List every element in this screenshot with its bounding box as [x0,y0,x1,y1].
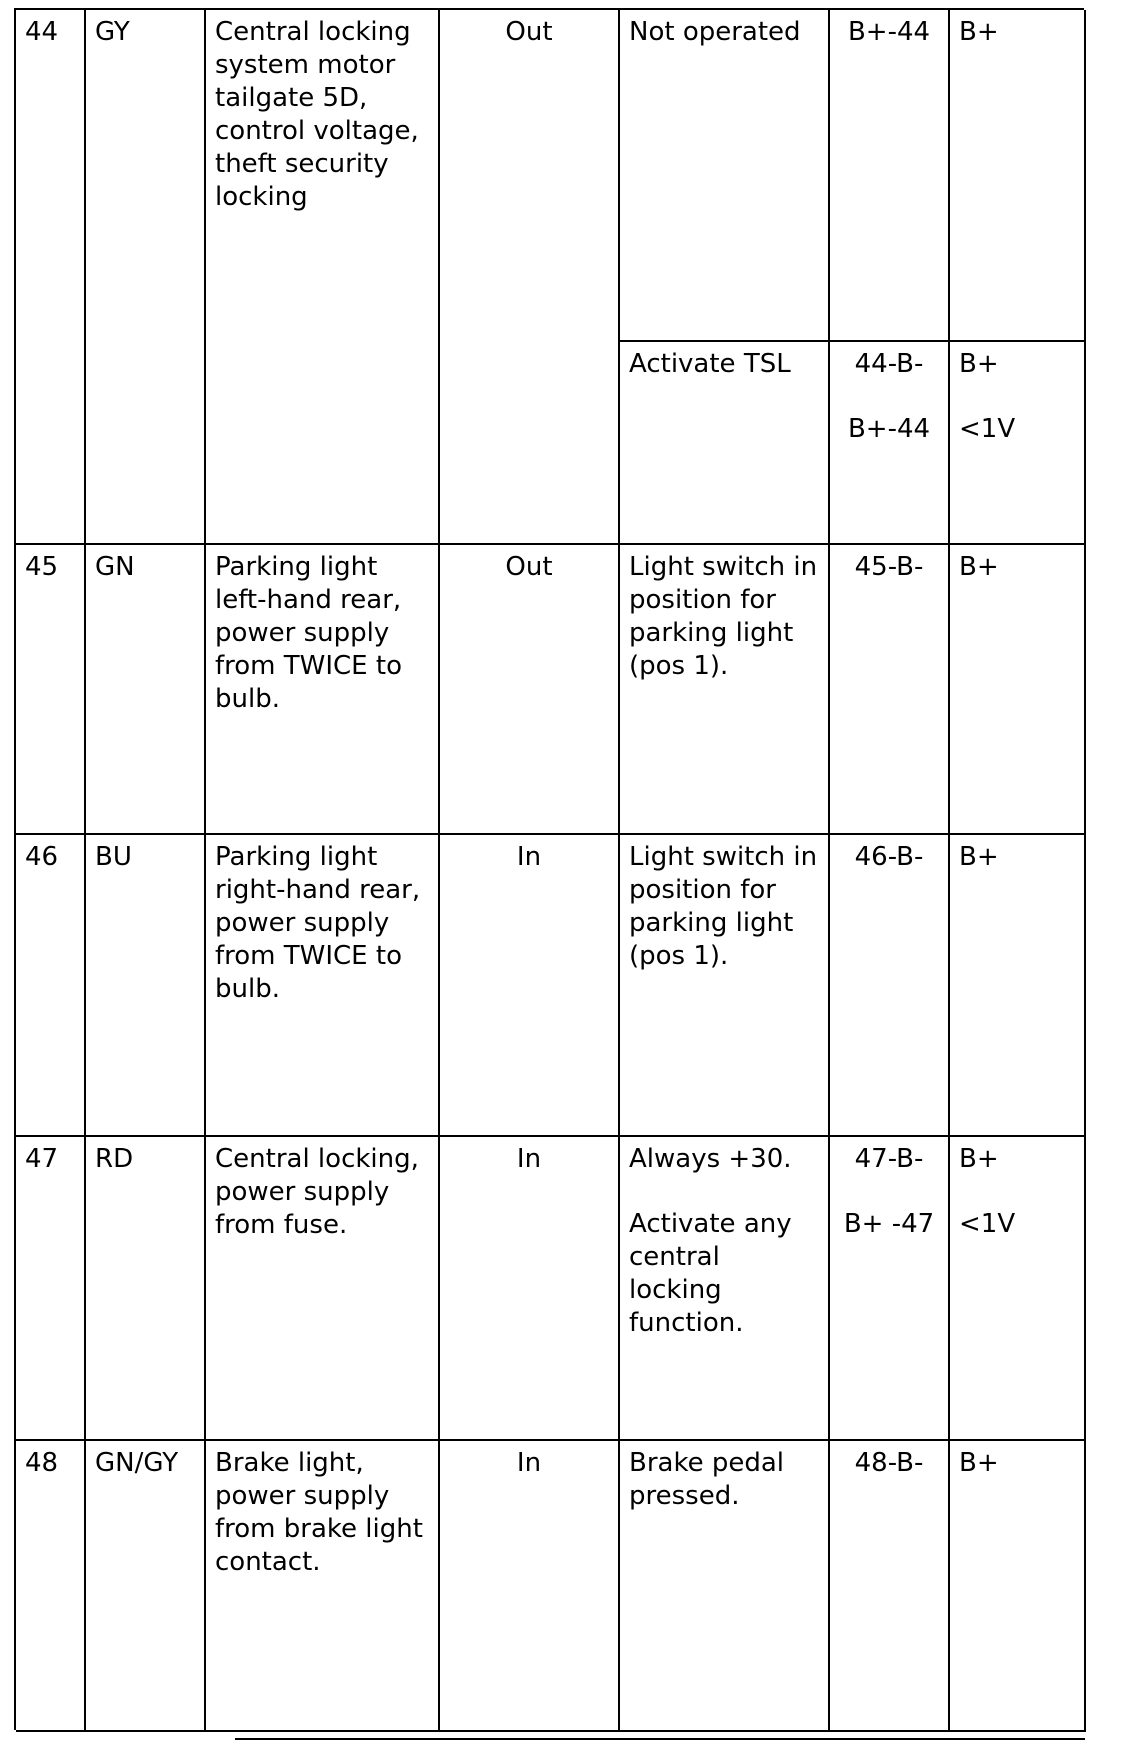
expected-value: B+ [959,842,999,872]
test-points-cell [830,835,950,1137]
description-cell: Brake light, power supply from brake light contact. [206,1441,440,1732]
description-cell: Parking light left-hand rear, power supply from TWICE to bulb. [206,545,440,835]
expected-value-cell [950,342,1086,545]
test-point: B+-44 [847,17,931,47]
wire-color-cell: GY [86,10,206,545]
wire-color-cell: GN [86,545,206,835]
expected-value: <1V [959,1209,1016,1239]
description-cell: Central locking, power supply from fuse. [206,1137,440,1441]
pin-number-cell: 45 [16,545,86,835]
expected-value: B+ [959,349,999,379]
test-point: 44-B- [854,349,924,379]
pin-number-cell: 44 [16,10,86,545]
condition-cell: Not operated [620,10,830,342]
test-points-cell [830,1137,950,1441]
description-cell: Central locking system motor tailgate 5D, control voltage, theft security locking [206,10,440,545]
test-point: 46-B- [854,842,924,872]
expected-value: <1V [959,414,1016,444]
expected-value-cell [950,1441,1086,1732]
condition-cell: Light switch in position for parking light (pos 1). [620,835,830,1137]
direction-cell: In [440,835,620,1137]
direction-cell: In [440,1441,620,1732]
pin-number-cell: 48 [16,1441,86,1732]
test-point: B+ -47 [843,1209,935,1239]
direction-cell: Out [440,10,620,545]
expected-value: B+ [959,1448,999,1478]
wire-color-cell: RD [86,1137,206,1441]
pin-number-cell: 47 [16,1137,86,1441]
pinout-table [14,8,1084,1730]
expected-value: B+ [959,1144,999,1174]
test-points-cell [830,342,950,545]
test-points-cell [830,1441,950,1732]
test-points-cell [830,545,950,835]
condition-text: Always +30. [629,1144,792,1174]
pin-number-cell: 46 [16,835,86,1137]
direction-cell: Out [440,545,620,835]
condition-cell [620,1137,830,1441]
expected-value-cell [950,1137,1086,1441]
expected-value-cell [950,10,1086,342]
test-point: 48-B- [854,1448,924,1478]
test-point: 45-B- [854,552,924,582]
expected-value: B+ [959,17,999,47]
condition-text: Activate any central locking function. [629,1209,792,1338]
condition-cell: Activate TSL [620,342,830,545]
condition-cell: Brake pedal pressed. [620,1441,830,1732]
expected-value: B+ [959,552,999,582]
test-point: B+-44 [847,414,931,444]
expected-value-cell [950,835,1086,1137]
condition-cell: Light switch in position for parking light (pos 1). [620,545,830,835]
description-cell: Parking light right-hand rear, power supply from TWICE to bulb. [206,835,440,1137]
wire-color-cell: BU [86,835,206,1137]
wire-color-cell: GN/GY [86,1441,206,1732]
expected-value-cell [950,545,1086,835]
test-points-cell [830,10,950,342]
direction-cell: In [440,1137,620,1441]
table-bottom-rule [235,1738,1085,1740]
test-point: 47-B- [854,1144,924,1174]
